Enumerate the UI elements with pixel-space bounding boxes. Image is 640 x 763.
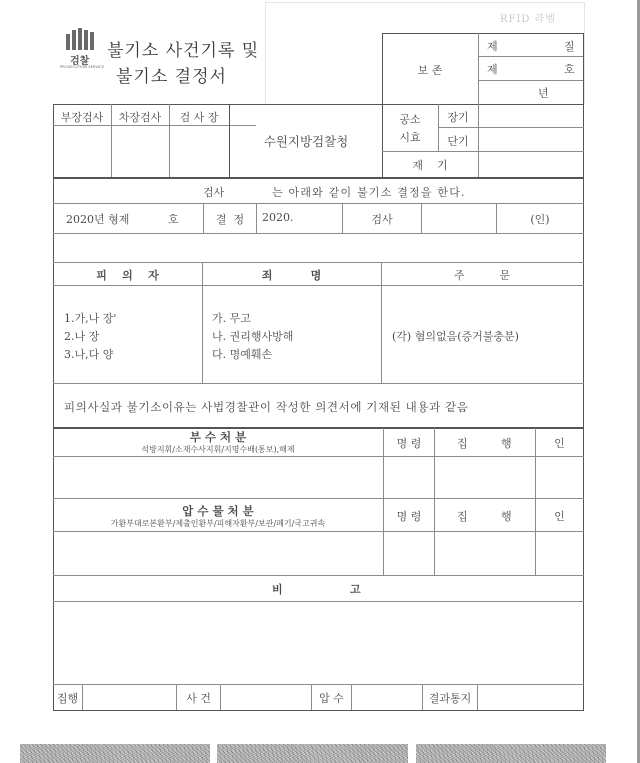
approval-box-vice-chief[interactable] <box>112 126 169 177</box>
charge-item: 다. 명예훼손 <box>212 348 273 361</box>
prosecution-logo <box>60 28 108 74</box>
preservation-number-suffix: 호 <box>564 63 575 76</box>
suspect-item: 3.나,다 양 <box>64 348 114 361</box>
seized-order-field[interactable] <box>384 532 434 575</box>
footer-case-label: 사 건 <box>186 692 211 705</box>
statute-label-line1: 공소 <box>399 113 421 126</box>
statute-label-line2: 시효 <box>399 131 421 144</box>
remarks-field[interactable] <box>54 602 583 684</box>
approval-box-deputy-chief[interactable] <box>54 126 111 177</box>
header-charge: 죄 명 <box>261 269 322 282</box>
incidental-execute-label-left: 집 <box>457 437 468 450</box>
statute-short-term-label: 단기 <box>447 135 469 148</box>
case-number-suffix: 호 <box>168 213 179 226</box>
decision-prosecutor-label: 검사 <box>203 186 225 199</box>
barcode-strip <box>217 744 408 763</box>
incidental-execute-field[interactable] <box>435 457 535 498</box>
case-number-prefix: 2020년 형제 <box>66 213 130 226</box>
footer-case-field[interactable] <box>221 685 311 710</box>
incidental-order-field[interactable] <box>384 457 434 498</box>
seized-content-field[interactable] <box>54 532 383 575</box>
seized-seal-field[interactable] <box>536 532 583 575</box>
header-suspect: 피 의 자 <box>96 269 159 282</box>
seized-subtitle: 가환부대로본환부/제출인환부/피해자환부/보관/폐기/국고귀속 <box>110 519 326 528</box>
incidental-subtitle: 석방지휘/소재수사지휘/지명수배(통보),해제 <box>141 445 295 454</box>
footer-execution-field[interactable] <box>83 685 176 710</box>
barcode-strip <box>20 744 210 763</box>
incidental-seal-label: 인 <box>554 437 565 450</box>
incidental-order-label: 명 령 <box>396 437 422 450</box>
preservation-label: 보 존 <box>417 64 443 77</box>
logo-korean: 검찰 <box>70 56 90 67</box>
remarks-title-left: 비 <box>272 583 283 596</box>
incidental-title: 부 수 처 분 <box>189 430 247 444</box>
footer-seizure-label: 압 수 <box>319 692 344 705</box>
seized-execute-label-left: 집 <box>457 510 468 523</box>
preservation-volume-prefix: 제 <box>487 40 498 53</box>
signing-prosecutor-field[interactable] <box>422 204 496 233</box>
charge-item: 가. 무고 <box>212 312 251 325</box>
incidental-execute-label-right: 행 <box>501 437 512 450</box>
document-title-line1: 불기소 사건기록 및 <box>107 41 260 61</box>
office-name: 수원지방검찰청 <box>263 134 349 149</box>
incidental-content-field[interactable] <box>54 457 383 498</box>
suspect-item: 2.나 장 <box>64 330 100 343</box>
remarks-title-right: 고 <box>350 583 361 596</box>
statute-long-term-label: 장기 <box>447 111 469 124</box>
seal-label: (인) <box>530 213 550 226</box>
decision-date-value[interactable]: 2020. <box>262 211 294 224</box>
preservation-year-label: 년 <box>538 87 549 100</box>
decision-statement: 는 아래와 같이 불기소 결정을 한다. <box>272 186 466 199</box>
approval-box-chief[interactable] <box>170 126 229 177</box>
case-number-field[interactable] <box>136 206 164 230</box>
document-title-line2: 불기소 결정서 <box>116 67 227 87</box>
seized-execute-label-right: 행 <box>501 510 512 523</box>
rfid-label: RFID 라벨 <box>500 14 556 25</box>
statute-reopen-label: 재 기 <box>412 159 448 172</box>
statute-reopen-field[interactable] <box>479 152 583 177</box>
approval-header-chief: 검 사 장 <box>179 111 219 124</box>
seized-execute-field[interactable] <box>435 532 535 575</box>
seized-seal-label: 인 <box>554 510 565 523</box>
logo-bars-icon <box>66 28 96 50</box>
barcode-strip <box>416 744 606 763</box>
seized-title: 압 수 물 처 분 <box>182 504 254 518</box>
statute-short-term-field[interactable] <box>479 128 583 151</box>
incidental-seal-field[interactable] <box>536 457 583 498</box>
logo-english: PROSECUTION SERVICE <box>60 65 105 69</box>
footer-result-notice-field[interactable] <box>478 685 583 710</box>
decision-date-label: 결 정 <box>215 213 245 226</box>
footer-execution-label: 집행 <box>56 692 79 705</box>
footer-seizure-field[interactable] <box>352 685 422 710</box>
seized-order-label: 명 령 <box>396 510 422 523</box>
header-disposition: 주 문 <box>453 269 511 282</box>
signing-prosecutor-label: 검사 <box>371 213 393 226</box>
reason-text: 피의사실과 불기소이유는 사법경찰관이 작성한 의견서에 기재된 내용과 같음 <box>64 400 469 414</box>
statute-long-term-field[interactable] <box>479 105 583 127</box>
charge-item: 나. 권리행사방해 <box>212 330 294 343</box>
suspect-item: 1.가,나 장' <box>64 312 117 325</box>
disposition-text: (각) 혐의없음(증거불충분) <box>392 330 519 343</box>
footer-result-notice-label: 결과통지 <box>428 692 472 705</box>
approval-header-vice-chief: 차장검사 <box>118 111 162 124</box>
preservation-volume-suffix: 질 <box>564 40 575 53</box>
approval-header-deputy-chief: 부장검사 <box>60 111 104 124</box>
preservation-number-prefix: 제 <box>487 63 498 76</box>
